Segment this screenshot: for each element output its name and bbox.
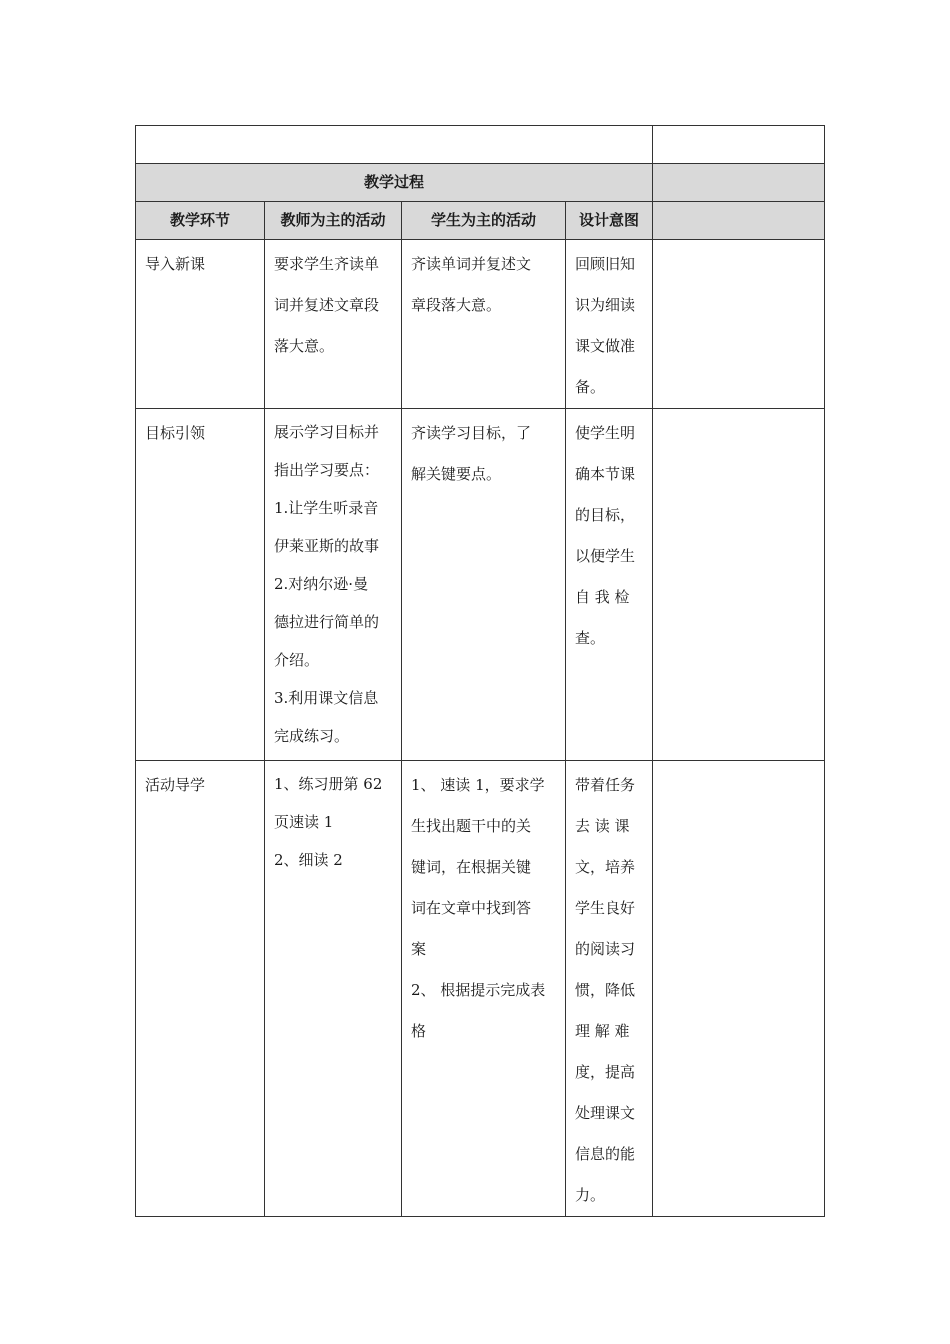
text-line: 查。 [575,629,606,647]
blank-row [136,126,825,164]
text-line: 识为细读 [575,296,636,314]
text-line: 课文做准 [575,337,636,355]
text-line: 确本节课 [575,465,636,483]
design-intent [566,240,652,408]
text-line: 齐读学习目标，了 [411,424,532,442]
header-stage: 教学环节 [169,211,230,229]
text-line: 1.让学生听录音 [274,499,379,517]
student-cell [402,761,566,1217]
text-line: 惯，降低 [575,981,636,999]
text-line: 力。 [575,1186,606,1204]
text-line: 页速读 1 [274,813,334,831]
teacher-activity [265,240,401,367]
text-line: 回顾旧知 [575,255,636,273]
text-line: 要求学生齐读单 [274,255,380,273]
intent-cell [566,409,653,761]
lesson-plan-table [135,125,825,1217]
text-line: 格 [411,1022,427,1040]
text-line: 2.对纳尔逊·曼 [274,575,369,593]
text-line: 去 读 课 [575,817,630,835]
student-activity [402,240,565,326]
text-line: 2、 根据提示完成表 [411,981,546,999]
header-cell [402,202,566,240]
blank-cell [136,126,653,164]
text-line: 学生良好 [575,899,636,917]
teacher-activity [265,409,401,755]
text-line: 信息的能 [575,1145,636,1163]
side-cell [653,409,825,761]
header-cell [136,202,265,240]
text-line: 理 解 难 [575,1022,630,1040]
text-line: 以便学生 [575,547,636,565]
text-line: 2、细读 2 [274,851,343,869]
design-intent [566,761,652,1216]
text-line: 指出学习要点： [274,461,380,479]
table-row [136,409,825,761]
section-title-cell [136,164,653,202]
text-line: 案 [411,940,427,958]
text-line: 1、 速读 1，要求学 [411,776,545,794]
text-line: 键词，在根据关键 [411,858,532,876]
header-side-cell [653,202,825,240]
text-line: 德拉进行简单的 [274,613,380,631]
stage-cell [136,761,265,1217]
text-line: 词在文章中找到答 [411,899,532,917]
section-title: 教学过程 [363,173,424,191]
header-row [136,202,825,240]
header-teacher: 教师为主的活动 [280,211,386,229]
teacher-activity [265,761,401,879]
text-line: 生找出题干中的关 [411,817,532,835]
stage-cell [136,409,265,761]
side-cell [653,761,825,1217]
intent-cell [566,761,653,1217]
intent-cell [566,240,653,409]
teacher-cell [265,240,402,409]
text-line: 齐读单词并复述文 [411,255,532,273]
table-row [136,240,825,409]
text-line: 自 我 检 [575,588,630,606]
stage-label: 导入新课 [145,255,206,273]
section-row [136,164,825,202]
student-cell [402,240,566,409]
student-activity [402,409,565,495]
side-cell [653,240,825,409]
student-cell [402,409,566,761]
text-line: 介绍。 [274,651,320,669]
text-line: 解关键要点。 [411,465,502,483]
text-line: 处理课文 [575,1104,636,1122]
text-line: 伊莱亚斯的故事 [274,537,380,555]
header-cell [265,202,402,240]
stage-label: 活动导学 [145,776,206,794]
text-line: 展示学习目标并 [274,423,380,441]
text-line: 词并复述文章段 [274,296,380,314]
text-line: 度，提高 [575,1063,636,1081]
text-line: 带着任务 [575,776,636,794]
stage-label: 目标引领 [145,424,206,442]
blank-side-cell [653,126,825,164]
teacher-cell [265,409,402,761]
stage-cell [136,240,265,409]
text-line: 使学生明 [575,424,636,442]
text-line: 章段落大意。 [411,296,502,314]
header-cell [566,202,653,240]
text-line: 完成练习。 [274,727,350,745]
text-line: 的阅读习 [575,940,636,958]
text-line: 1、练习册第 62 [274,775,383,793]
header-intent: 设计意图 [578,211,639,229]
text-line: 3.利用课文信息 [274,689,379,707]
text-line: 落大意。 [274,337,335,355]
text-line: 文，培养 [575,858,636,876]
section-side-cell [653,164,825,202]
teacher-cell [265,761,402,1217]
text-line: 备。 [575,378,606,396]
text-line: 的目标， [575,506,636,524]
table-row [136,761,825,1217]
design-intent [566,409,652,659]
student-activity [402,761,565,1052]
header-student: 学生为主的活动 [430,211,536,229]
